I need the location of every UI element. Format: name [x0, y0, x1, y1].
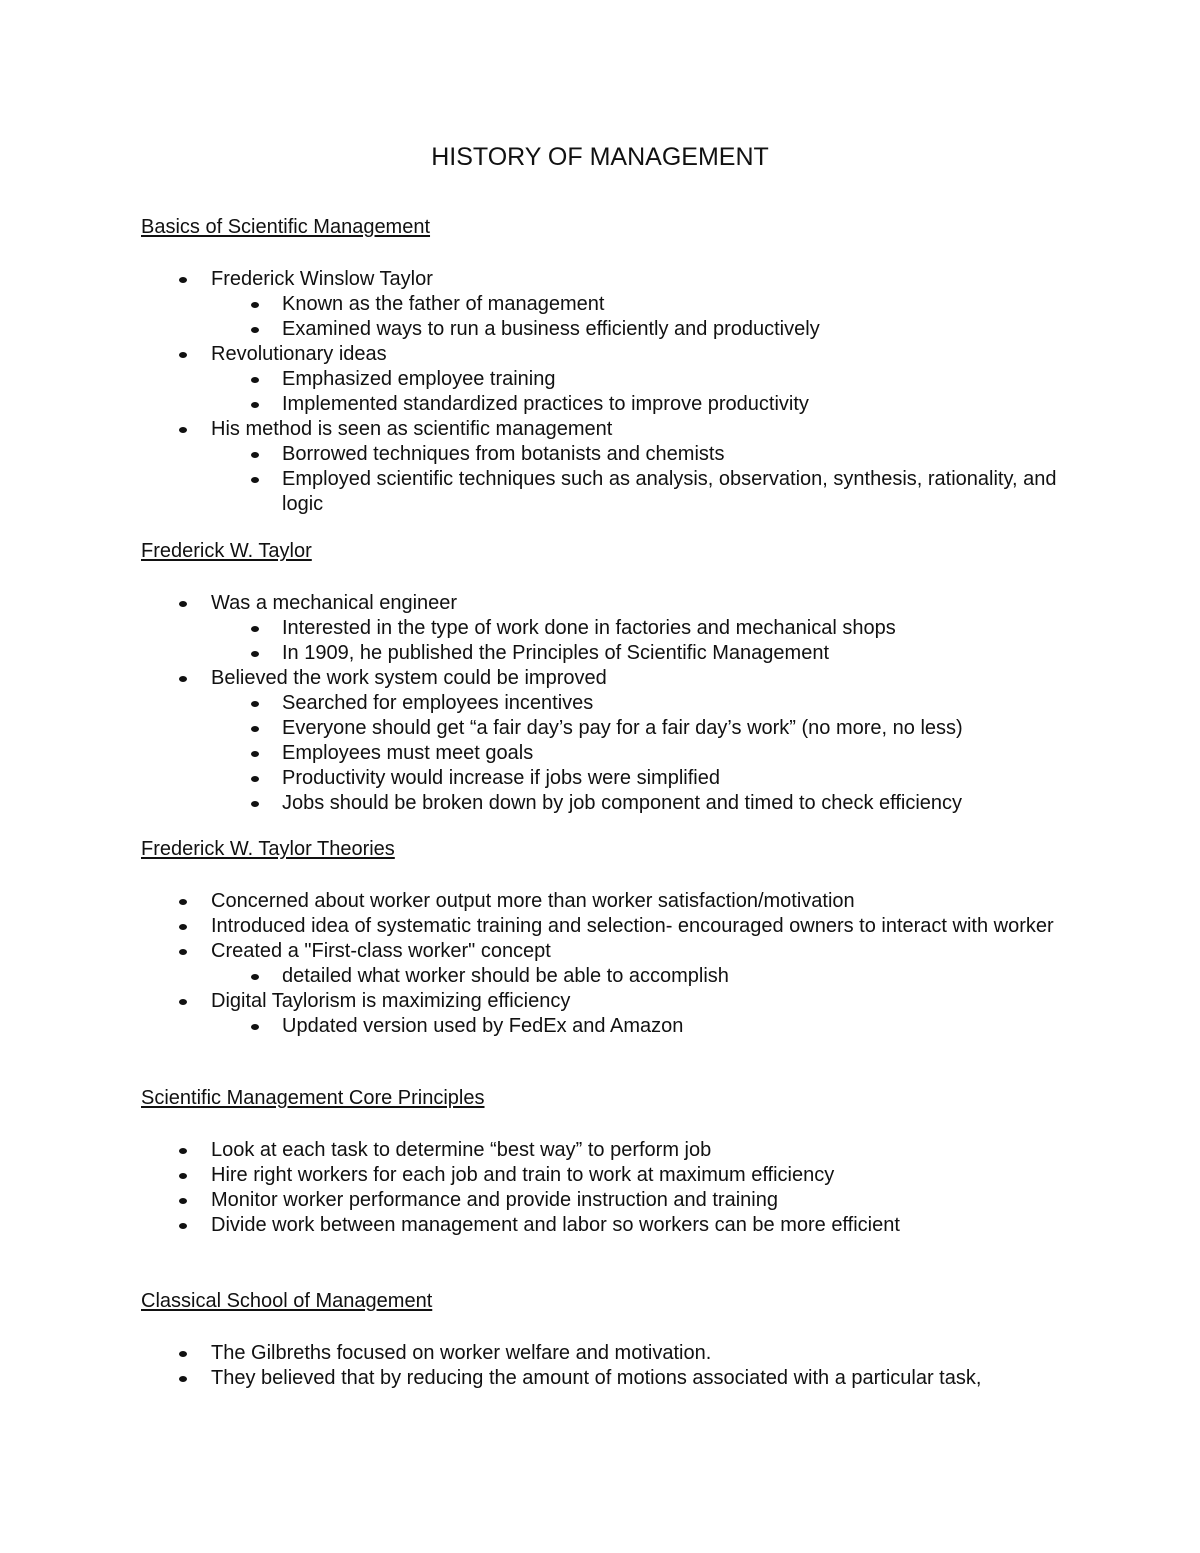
list-item-text: Interested in the type of work done in factories and mechanical shops	[282, 617, 896, 639]
list-item-text: Concerned about worker output more than worker satisfaction/motivation	[211, 890, 855, 912]
list-item-text: They believed that by reducing the amount of motions associated with a particular task,	[211, 1367, 982, 1389]
list-item	[141, 989, 1081, 1014]
bullet-icon	[251, 726, 259, 732]
bullet-icon	[251, 302, 259, 308]
list-item	[141, 1163, 1081, 1188]
bullet-icon	[251, 776, 259, 782]
sub-list-item	[141, 292, 1081, 317]
bullet-icon	[179, 1351, 187, 1357]
bullet-icon	[179, 999, 187, 1005]
list-item-text: Updated version used by FedEx and Amazon	[282, 1015, 684, 1037]
list-item	[141, 666, 1081, 691]
list-item-text: Emphasized employee training	[282, 368, 556, 390]
bullet-icon	[179, 924, 187, 930]
sub-list-item	[141, 616, 1081, 641]
list-item	[141, 1188, 1081, 1213]
list-item-text: Digital Taylorism is maximizing efficiency	[211, 990, 571, 1012]
bullet-icon	[179, 676, 187, 682]
list-item-text: Frederick Winslow Taylor	[211, 268, 433, 290]
section-basics-of-scientific-management	[141, 215, 1081, 517]
sub-list-item	[141, 1014, 1081, 1039]
list-item-text: Created a "First-class worker" concept	[211, 940, 551, 962]
bullet-list	[141, 1138, 1081, 1238]
bullet-icon	[179, 1173, 187, 1179]
sub-list-item	[141, 791, 1081, 816]
spacer	[141, 564, 1081, 591]
section-heading: Basics of Scientific Management	[141, 216, 431, 238]
bullet-list	[141, 889, 1081, 1039]
list-item-text: Productivity would increase if jobs were simplified	[282, 767, 720, 789]
list-item-text: Employees must meet goals	[282, 742, 534, 764]
spacer	[141, 1314, 1081, 1341]
list-item-text: Everyone should get “a fair day’s pay for a fair day’s work” (no more, no less)	[282, 717, 963, 739]
bullet-icon	[251, 801, 259, 807]
sub-list-item	[141, 367, 1081, 392]
bullet-icon	[179, 1376, 187, 1382]
list-item	[141, 1213, 1081, 1238]
bullet-icon	[179, 949, 187, 955]
list-item-text: Known as the father of management	[282, 293, 605, 315]
list-item	[141, 417, 1081, 442]
bullet-icon	[179, 1148, 187, 1154]
section-heading: Scientific Management Core Principles	[141, 1087, 485, 1109]
bullet-icon	[179, 277, 187, 283]
list-item-text: Believed the work system could be improved	[211, 667, 607, 689]
bullet-icon	[251, 402, 259, 408]
list-item-text: Hire right workers for each job and train to work at maximum efficiency	[211, 1164, 835, 1186]
list-item	[141, 1138, 1081, 1163]
bullet-icon	[251, 377, 259, 383]
list-item	[141, 267, 1081, 292]
document-title: HISTORY OF MANAGEMENT	[431, 143, 769, 171]
list-item-text: Introduced idea of systematic training and selection- encouraged owners to interact with worker	[211, 915, 1054, 937]
list-item-text: Monitor worker performance and provide instruction and training	[211, 1189, 778, 1211]
sub-list-item	[141, 467, 1081, 517]
bullet-icon	[251, 651, 259, 657]
section-frederick-w-taylor	[141, 539, 1081, 816]
list-item-text: Was a mechanical engineer	[211, 592, 458, 614]
list-item-text: Searched for employees incentives	[282, 692, 594, 714]
list-item-text: His method is seen as scientific management	[211, 418, 613, 440]
section-heading: Frederick W. Taylor	[141, 540, 312, 562]
list-item-text: Jobs should be broken down by job component and timed to check efficiency	[282, 792, 963, 814]
bullet-list	[141, 267, 1081, 517]
list-item-text: In 1909, he published the Principles of Scientific Management	[282, 642, 830, 664]
bullet-list	[141, 591, 1081, 816]
section-heading: Classical School of Management	[141, 1290, 433, 1312]
sub-list-item	[141, 641, 1081, 666]
bullet-icon	[251, 1024, 259, 1030]
list-item	[141, 342, 1081, 367]
sub-list-item	[141, 392, 1081, 417]
spacer	[141, 1111, 1081, 1138]
bullet-icon	[179, 1223, 187, 1229]
list-item-text: Divide work between management and labor so workers can be more efficient	[211, 1214, 900, 1236]
list-item-text: Borrowed techniques from botanists and chemists	[282, 443, 725, 465]
sub-list-item	[141, 766, 1081, 791]
bullet-icon	[179, 899, 187, 905]
list-item	[141, 1341, 1081, 1366]
sub-list-item	[141, 716, 1081, 741]
sub-list-item	[141, 741, 1081, 766]
list-item	[141, 939, 1081, 964]
bullet-icon	[251, 452, 259, 458]
section-frederick-w-taylor-theories	[141, 837, 1081, 1039]
spacer	[141, 240, 1081, 267]
bullet-icon	[179, 427, 187, 433]
list-item	[141, 889, 1081, 914]
bullet-list	[141, 1341, 1081, 1391]
bullet-icon	[251, 327, 259, 333]
list-item-text: Look at each task to determine “best way” to perform job	[211, 1139, 712, 1161]
list-item	[141, 1366, 1081, 1391]
list-item-text: The Gilbreths focused on worker welfare and motivation.	[211, 1342, 712, 1364]
sub-list-item	[141, 317, 1081, 342]
sub-list-item	[141, 964, 1081, 989]
bullet-icon	[179, 352, 187, 358]
section-scientific-management-core-principles	[141, 1086, 1081, 1238]
list-item	[141, 591, 1081, 616]
bullet-icon	[251, 477, 259, 483]
bullet-icon	[251, 701, 259, 707]
list-item-text: Revolutionary ideas	[211, 343, 387, 365]
list-item-text: Implemented standardized practices to improve productivity	[282, 393, 809, 415]
bullet-icon	[179, 601, 187, 607]
bullet-icon	[179, 1198, 187, 1204]
bullet-icon	[251, 626, 259, 632]
list-item-text: detailed what worker should be able to accomplish	[282, 965, 729, 987]
list-item	[141, 914, 1081, 939]
list-item-text: Examined ways to run a business efficiently and productively	[282, 318, 820, 340]
section-heading: Frederick W. Taylor Theories	[141, 838, 395, 860]
sub-list-item	[141, 442, 1081, 467]
section-classical-school-of-management	[141, 1289, 1081, 1391]
bullet-icon	[251, 974, 259, 980]
list-item-text: Employed scientific techniques such as analysis, observation, synthesis, rationality, and logic	[282, 468, 1057, 515]
bullet-icon	[251, 751, 259, 757]
sub-list-item	[141, 691, 1081, 716]
spacer	[141, 862, 1081, 889]
